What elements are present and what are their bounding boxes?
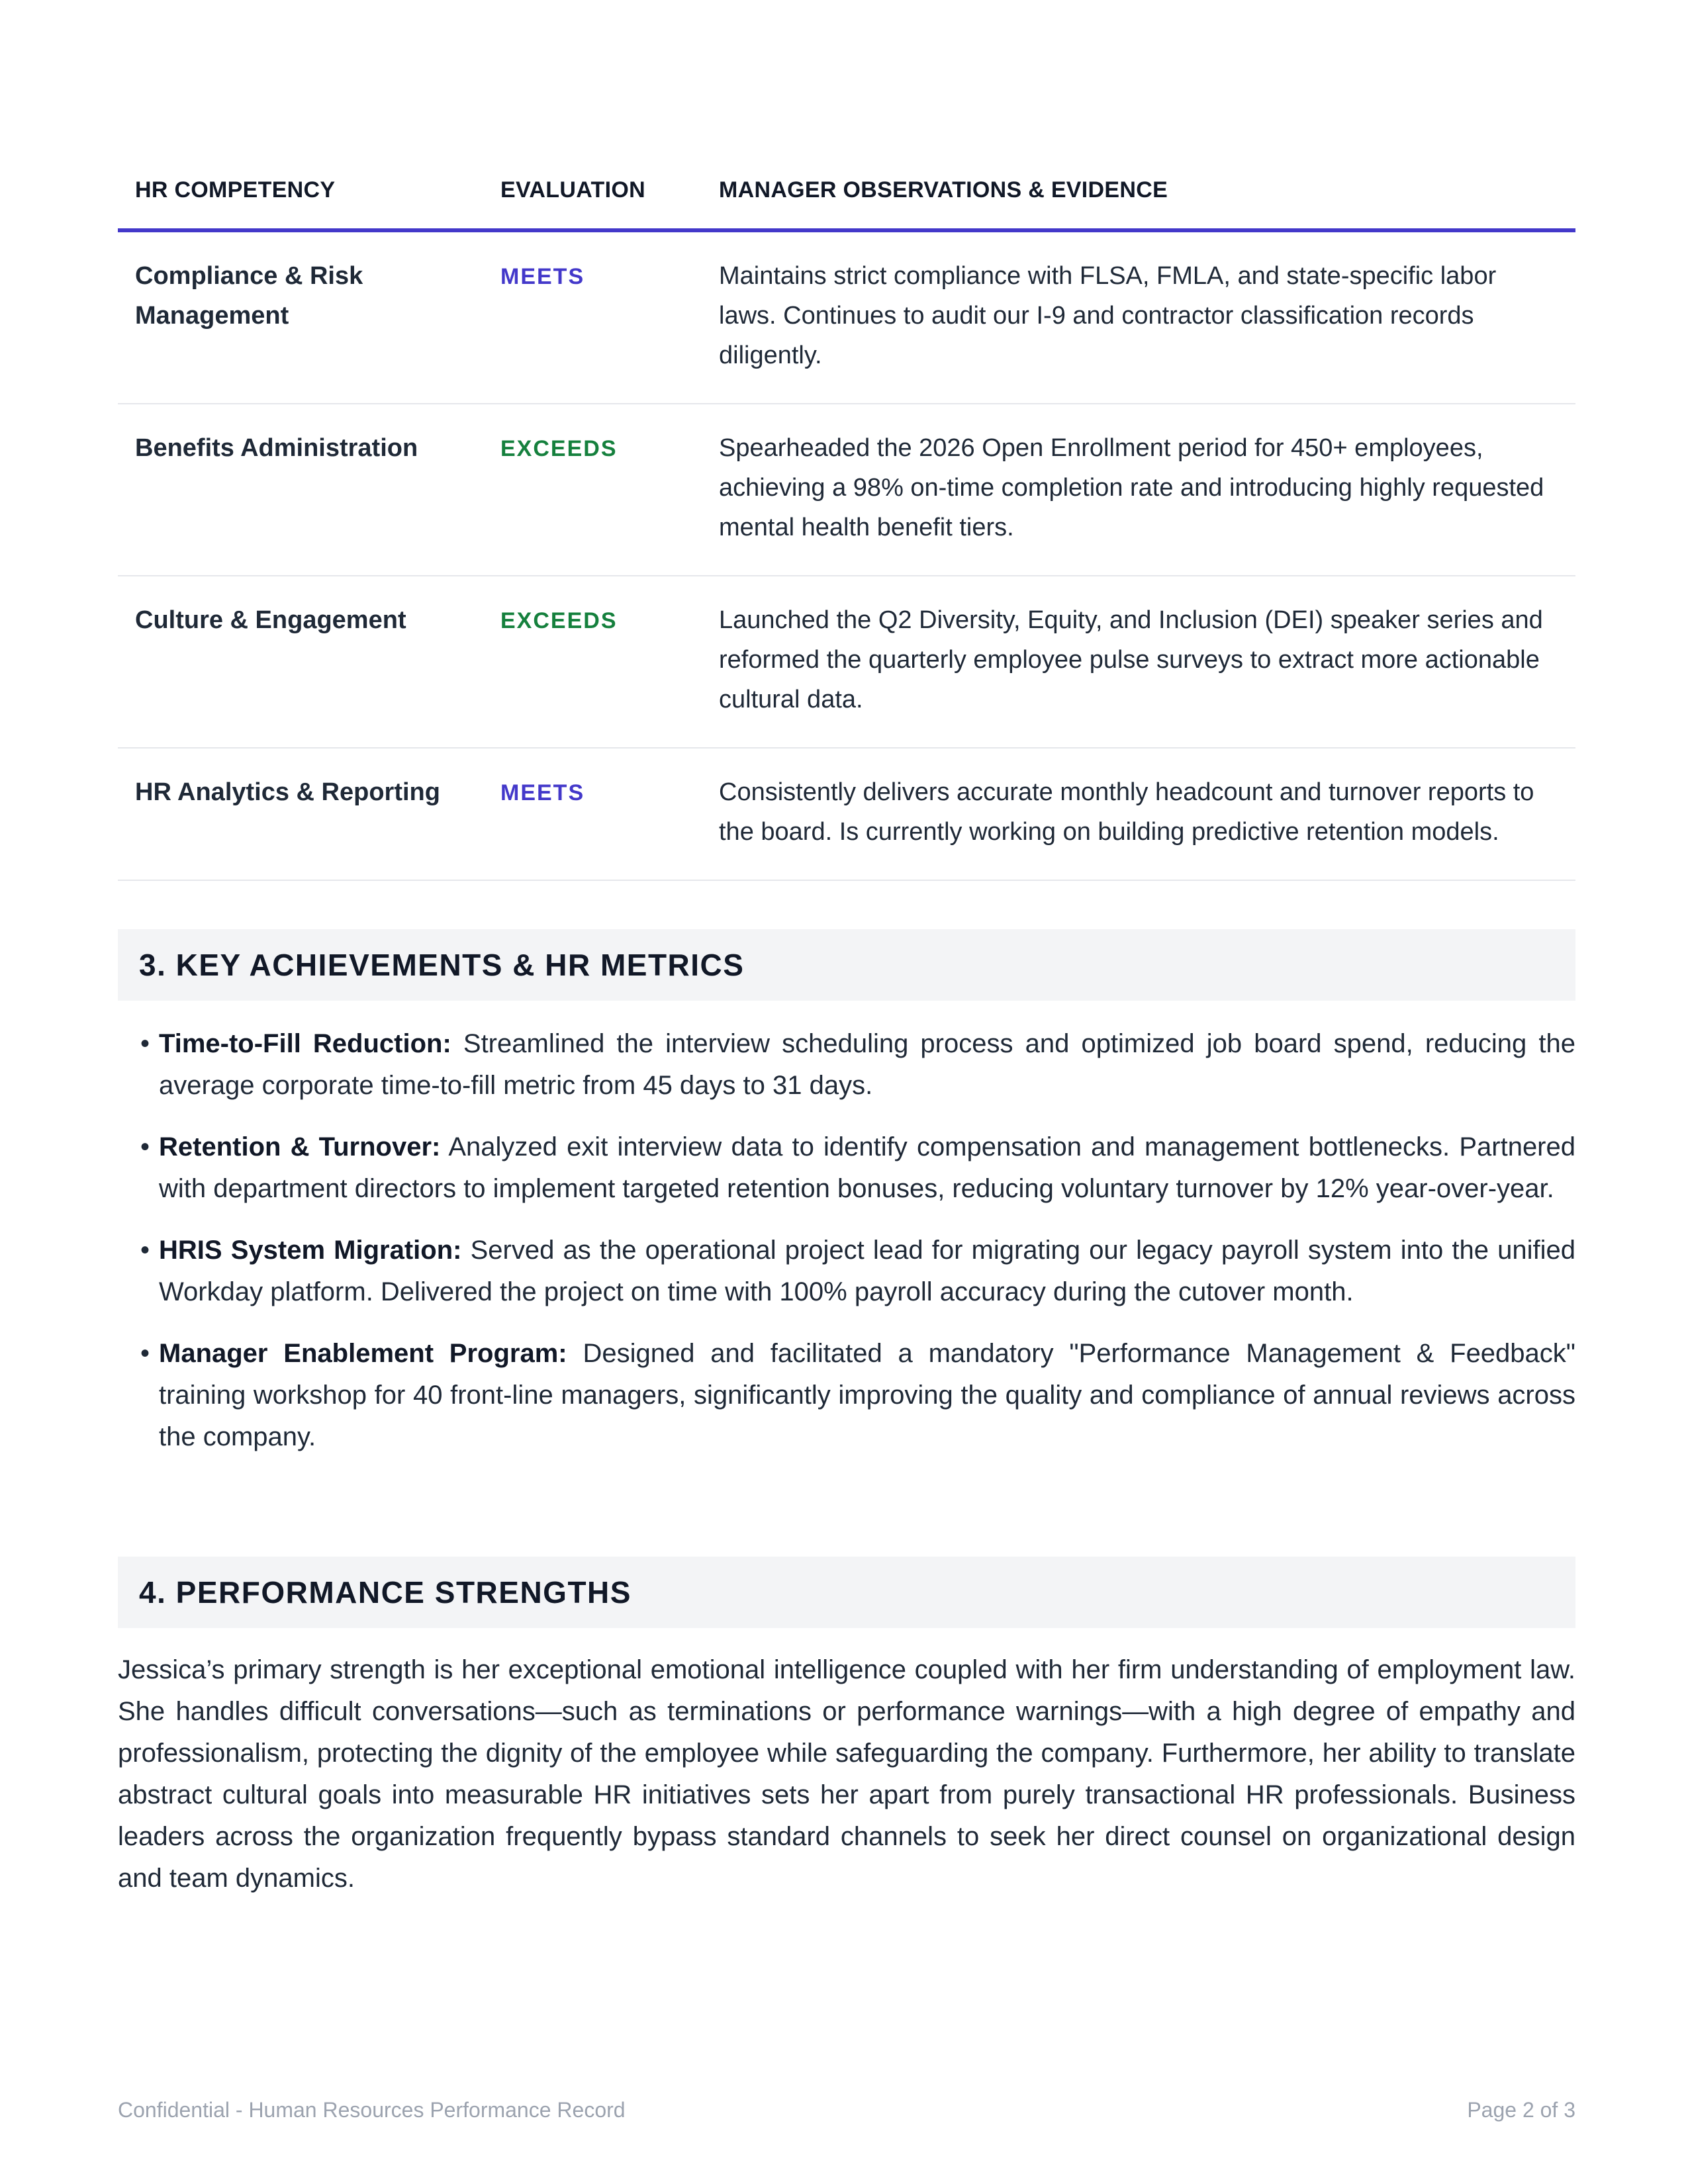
evaluation-badge: EXCEEDS xyxy=(500,608,618,633)
section-header-strengths xyxy=(118,1557,1575,1628)
competency-name: Compliance & Risk Management xyxy=(118,230,483,404)
bullet-icon: • xyxy=(140,1236,150,1265)
section-title: 3. KEY ACHIEVEMENTS & HR METRICS xyxy=(139,948,745,982)
achievement-text: Streamlined the interview scheduling process and optimized job board spend, reducing the average corporate time-to-fill metric from 45 days to 31 days. xyxy=(159,1029,1575,1100)
achievement-lead: Retention & Turnover: xyxy=(159,1132,441,1161)
section-title: 4. PERFORMANCE STRENGTHS xyxy=(139,1575,632,1610)
column-header-evaluation: EVALUATION xyxy=(483,177,702,230)
table-row xyxy=(118,576,1575,748)
evaluation-badge: MEETS xyxy=(500,264,585,289)
competency-table xyxy=(118,177,1575,881)
achievement-text: Served as the operational project lead for migrating our legacy payroll system into the unified Workday platform. Delivered the project on time with 100% payroll accuracy during the cutover month. xyxy=(159,1236,1575,1306)
observation-text: Consistently delivers accurate monthly headcount and turnover reports to the board. Is currently working on building predictive retention models. xyxy=(702,748,1575,880)
list-item xyxy=(118,1023,1575,1107)
table-header-row xyxy=(118,177,1575,230)
list-item xyxy=(118,1126,1575,1210)
competency-name: Culture & Engagement xyxy=(118,576,483,748)
observation-text: Spearheaded the 2026 Open Enrollment period for 450+ employees, achieving a 98% on-time completion rate and introducing highly requested mental health benefit tiers. xyxy=(702,404,1575,576)
bullet-icon: • xyxy=(140,1339,150,1368)
column-header-observations: MANAGER OBSERVATIONS & EVIDENCE xyxy=(702,177,1575,230)
achievement-text: Analyzed exit interview data to identify compensation and management bottlenecks. Partnered with department directors to implement targeted retention bonuses, reducing voluntary turnover by 12% year-over-year. xyxy=(159,1132,1575,1203)
observation-text: Maintains strict compliance with FLSA, FMLA, and state-specific labor laws. Continues to audit our I-9 and contractor classification records diligently. xyxy=(702,230,1575,404)
bullet-icon: • xyxy=(140,1132,150,1161)
section-header-achievements xyxy=(118,929,1575,1001)
list-item xyxy=(118,1333,1575,1458)
evaluation-badge: MEETS xyxy=(500,780,585,805)
footer-confidential: Confidential - Human Resources Performance Record xyxy=(118,2098,626,2122)
achievements-list xyxy=(118,1023,1575,1478)
achievement-lead: Manager Enablement Program: xyxy=(159,1339,567,1368)
list-item xyxy=(118,1230,1575,1313)
achievement-text: Designed and facilitated a mandatory "Performance Management & Feedback" training workshop for 40 front-line managers, significantly improving the quality and compliance of annual reviews across the company. xyxy=(159,1339,1575,1451)
table-row xyxy=(118,230,1575,404)
strengths-paragraph: Jessica’s primary strength is her exceptional emotional intelligence coupled with her firm understanding of employment law. She handles difficult conversations—such as terminations or performance warnings—with a high degree of empathy and professionalism, protecting the dignity of the employee while safeguarding the company. Furthermore, her ability to translate abstract cultural goals into measurable HR initiatives sets her apart from purely transactional HR professionals. Business leaders across the organization frequently bypass standard channels to seek her direct counsel on organizational design and team dynamics. xyxy=(118,1655,1575,1893)
competency-name: HR Analytics & Reporting xyxy=(118,748,483,880)
table-row xyxy=(118,404,1575,576)
achievement-lead: HRIS System Migration: xyxy=(159,1236,462,1265)
achievement-lead: Time-to-Fill Reduction: xyxy=(159,1029,451,1058)
column-header-competency: HR COMPETENCY xyxy=(118,177,483,230)
evaluation-badge: EXCEEDS xyxy=(500,436,618,461)
competency-name: Benefits Administration xyxy=(118,404,483,576)
bullet-icon: • xyxy=(140,1029,150,1058)
table-row xyxy=(118,748,1575,880)
footer-page-number: Page 2 of 3 xyxy=(1467,2098,1575,2122)
observation-text: Launched the Q2 Diversity, Equity, and Inclusion (DEI) speaker series and reformed the quarterly employee pulse surveys to extract more actionable cultural data. xyxy=(702,576,1575,748)
